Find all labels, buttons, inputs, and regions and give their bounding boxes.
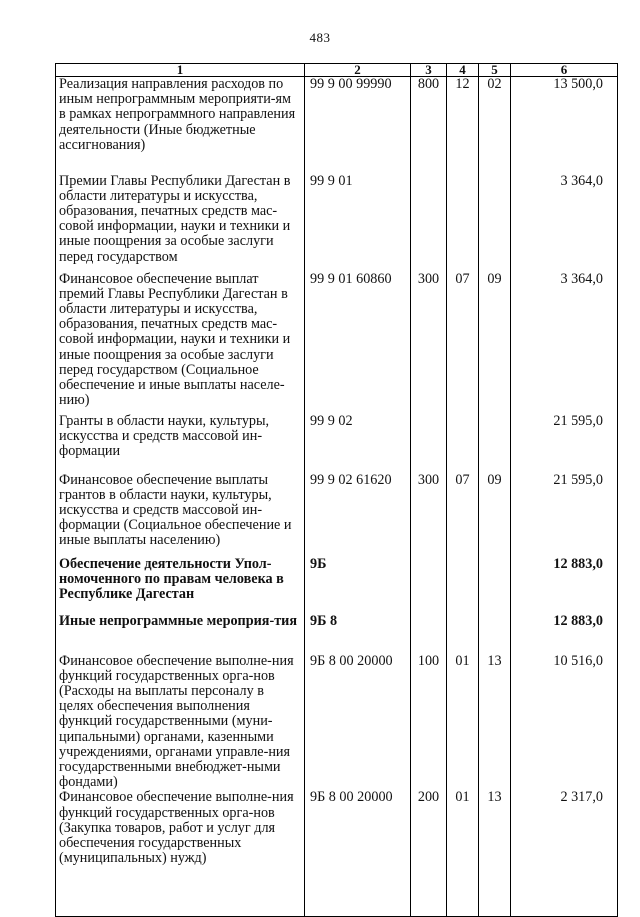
table-row [56, 557, 618, 614]
row-code-cell: 99 9 00 99990 [305, 77, 411, 174]
row-pr-cell: 13 [479, 790, 511, 916]
row-name-cell: Иные непрограммные мероприя-тия [56, 614, 305, 654]
row-name-cell: Финансовое обеспечение выплаты грантов в области науки, культуры, искусства и средств массовой ин-формации (Социальное обеспечение и иные выплаты населению) [56, 473, 305, 557]
row-vr-cell [411, 414, 447, 473]
row-code-cell: 99 9 01 [305, 174, 411, 272]
row-rz-cell: 07 [447, 272, 479, 414]
row-amount-cell: 3 364,0 [511, 272, 618, 414]
table-row [56, 414, 618, 473]
budget-table [55, 63, 618, 917]
row-pr-cell [479, 557, 511, 614]
row-name-cell: Финансовое обеспечение выплат премий Главы Республики Дагестан в области литературы и искусства, образования, печатных средств мас-совой информации, науки и техники и иные поощрения за особые заслуги перед государством (Социальное обеспечение и иные выплаты населе-нию) [56, 272, 305, 414]
row-amount-cell: 13 500,0 [511, 77, 618, 174]
row-vr-cell: 100 [411, 654, 447, 791]
row-rz-cell [447, 557, 479, 614]
header-cell-code: 2 [305, 64, 411, 77]
row-code-cell: 99 9 02 61620 [305, 473, 411, 557]
table-row [56, 790, 618, 916]
row-code-cell: 9Б 8 00 20000 [305, 654, 411, 791]
row-pr-cell: 02 [479, 77, 511, 174]
header-cell-rz: 4 [447, 64, 479, 77]
row-pr-cell [479, 414, 511, 473]
row-name-cell: Премии Главы Республики Дагестан в области литературы и искусства, образования, печатных средств мас-совой информации, науки и техники и иные поощрения за особые заслуги перед государством [56, 174, 305, 272]
row-rz-cell: 01 [447, 790, 479, 916]
table-row [56, 614, 618, 654]
row-rz-cell [447, 614, 479, 654]
row-code-cell: 99 9 01 60860 [305, 272, 411, 414]
row-vr-cell: 800 [411, 77, 447, 174]
header-cell-vr: 3 [411, 64, 447, 77]
row-rz-cell: 12 [447, 77, 479, 174]
row-amount-cell: 21 595,0 [511, 473, 618, 557]
row-pr-cell [479, 174, 511, 272]
header-cell-amount: 6 [511, 64, 618, 77]
row-amount-cell: 2 317,0 [511, 790, 618, 916]
row-rz-cell [447, 174, 479, 272]
row-amount-cell: 10 516,0 [511, 654, 618, 791]
table-row [56, 654, 618, 791]
row-rz-cell: 07 [447, 473, 479, 557]
row-amount-cell: 3 364,0 [511, 174, 618, 272]
row-code-cell: 9Б 8 [305, 614, 411, 654]
row-vr-cell [411, 557, 447, 614]
row-vr-cell: 300 [411, 272, 447, 414]
row-name-cell: Реализация направления расходов по иным непрограммным мероприяти-ям в рамках непрограммного направления деятельности (Иные бюджетные ассигнования) [56, 77, 305, 174]
row-name-cell: Обеспечение деятельности Упол-номоченного по правам человека в Республике Дагестан [56, 557, 305, 614]
row-rz-cell: 01 [447, 654, 479, 791]
row-name-cell: Финансовое обеспечение выполне-ния функций государственных орга-нов (Закупка товаров, работ и услуг для обеспечения государственных (муниципальных) нужд) [56, 790, 305, 916]
row-code-cell: 9Б 8 00 20000 [305, 790, 411, 916]
row-vr-cell: 300 [411, 473, 447, 557]
page-number: 483 [309, 30, 331, 45]
row-pr-cell [479, 614, 511, 654]
table-row [56, 473, 618, 557]
row-code-cell: 9Б [305, 557, 411, 614]
row-vr-cell [411, 174, 447, 272]
row-amount-cell: 21 595,0 [511, 414, 618, 473]
row-amount-cell: 12 883,0 [511, 557, 618, 614]
header-cell-pr: 5 [479, 64, 511, 77]
row-vr-cell [411, 614, 447, 654]
header-cell-name: 1 [56, 64, 305, 77]
row-name-cell: Финансовое обеспечение выполне-ния функций государственных орга-нов (Расходы на выплаты персоналу в целях обеспечения выполнения функций государственными (муни-ципальными) органами, казенными учреждениями, органами управле-ния государственными внебюджет-ными фондами) [56, 654, 305, 791]
row-pr-cell: 13 [479, 654, 511, 791]
header-row [56, 64, 618, 77]
row-pr-cell: 09 [479, 272, 511, 414]
row-vr-cell: 200 [411, 790, 447, 916]
table-row [56, 174, 618, 272]
row-rz-cell [447, 414, 479, 473]
table-row [56, 272, 618, 414]
row-amount-cell: 12 883,0 [511, 614, 618, 654]
table-row [56, 77, 618, 174]
row-pr-cell: 09 [479, 473, 511, 557]
row-name-cell: Гранты в области науки, культуры, искусства и средств массовой ин-формации [56, 414, 305, 473]
row-code-cell: 99 9 02 [305, 414, 411, 473]
